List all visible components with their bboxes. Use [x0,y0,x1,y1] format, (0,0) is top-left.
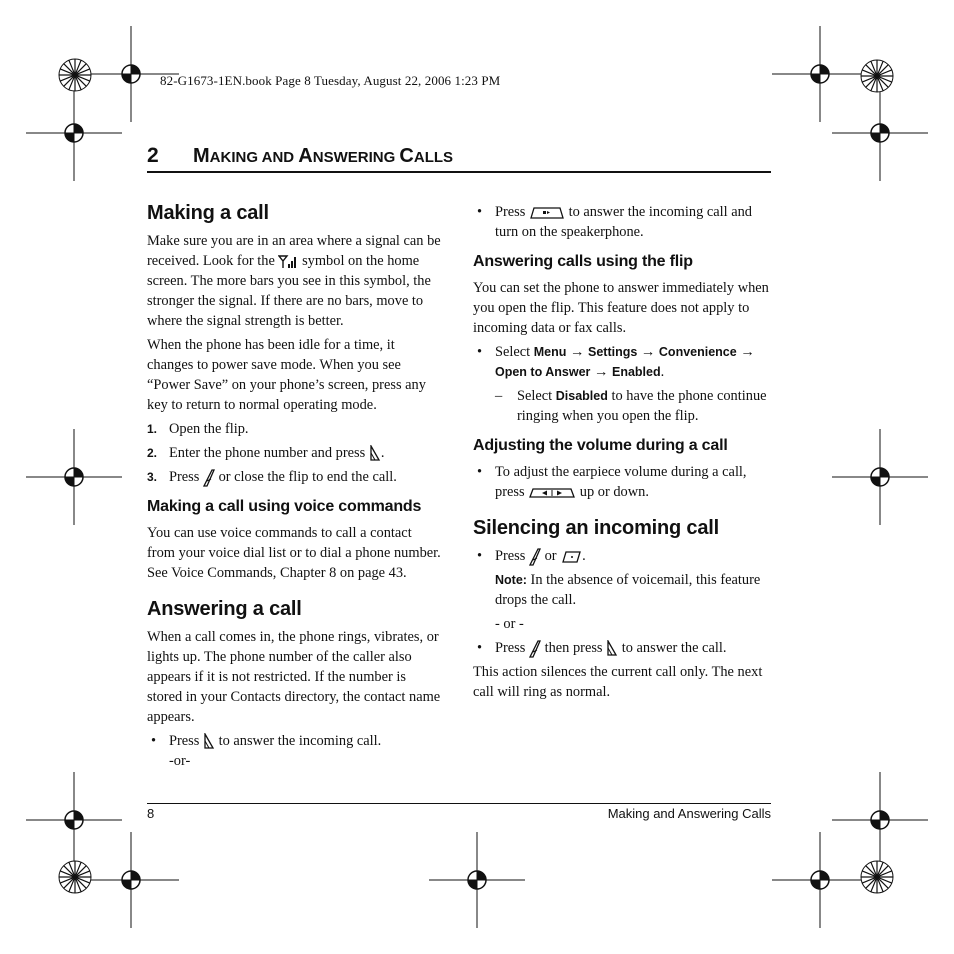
list-item: • Press then press to answer the call. [473,638,773,658]
speaker-list [473,202,773,242]
or-separator: - or - [495,616,524,632]
heading-answering-flip: Answering calls using the flip [473,253,693,270]
registration-mark [26,429,122,525]
end-key-icon [529,640,541,658]
registration-mark [832,772,928,868]
page-number: 8 [147,806,155,821]
registration-mark [832,85,928,181]
steps-list [147,419,443,487]
registration-mark [83,832,179,928]
color-bar-mark [861,60,893,92]
list-item: • Select Menu → Settings → Convenience → Open to Answer → Enabled. [473,342,773,382]
color-bar-mark [59,59,91,91]
registration-mark [832,429,928,525]
registration-mark [26,772,122,868]
talk-key-icon [203,733,215,750]
color-bar-mark [861,861,893,893]
list-item: • Press to answer the incoming call. -or- [147,731,443,771]
right-column [473,202,773,706]
list-item: • Press to answer the incoming call and turn on the speakerphone. [473,202,773,242]
side-key-icon [560,550,582,564]
end-key-icon [203,469,215,487]
heading-answering-a-call: Answering a call [147,598,302,620]
paragraph-flip: You can set the phone to answer immediately when you open the flip. This feature does not apply to incoming data or fax calls. [473,280,769,336]
talk-key-icon [606,640,618,657]
note: Note: In the absence of voicemail, this feature drops the call. [495,572,761,608]
registration-mark [772,832,868,928]
running-footer: Making and Answering Calls [607,806,771,821]
paragraph-signal: Make sure you are in an area where a signal can be received. Look for the symbol on the home screen. The more bars you see in this symbol, the stronger the signal. If there are no bars, move to where the signal strength is better. [147,233,441,329]
list-item: 1. Open the flip. [147,421,249,437]
heading-voice-commands: Making a call using voice commands [147,498,422,515]
heading-silencing: Silencing an incoming call [473,517,719,539]
left-column [147,201,443,775]
registration-mark [429,832,525,928]
volume-key-icon [528,487,576,499]
speakerphone-key-icon [529,206,565,220]
signal-strength-icon [278,255,298,269]
registration-mark [772,26,868,122]
heading-adjusting-volume: Adjusting the volume during a call [473,437,728,454]
paragraph-silence-note: This action silences the current call only. The next call will ring as normal. [473,664,763,700]
chapter-number: 2 [147,144,159,167]
list-item: 3. Press or close the flip to end the call. [147,469,397,485]
chapter-title: MAKING AND ANSWERING CALLS [193,145,454,167]
paragraph-answering: When a call comes in, the phone rings, vibrates, or lights up. The phone number of the caller also appears if it is not restricted. If the number is stored in your Contacts directory, the contact name appears. [147,629,441,725]
color-bar-mark [59,861,91,893]
volume-list [473,462,773,502]
heading-making-a-call: Making a call [147,202,269,224]
print-slug: 82-G1673-1EN.book Page 8 Tuesday, August 22, 2006 1:23 PM [160,73,501,88]
footer-rule [147,803,771,804]
silence-list [473,546,773,658]
talk-key-icon [369,445,381,462]
paragraph-power-save: When the phone has been idle for a time, it changes to power save mode. When you see “Power Save” on your phone’s screen, press any key to return to normal operating mode. [147,337,426,413]
registration-mark [26,85,122,181]
list-item: 2. Enter the phone number and press . [147,445,385,461]
answer-list [147,731,443,771]
or-separator: -or- [169,753,191,769]
chapter-heading [147,144,771,173]
list-item: • Press or . Note: In the absence of voicemail, this feature drops the call. - or - [473,546,773,634]
flip-list [473,342,773,382]
sub-item-disabled: – Select Disabled to have the phone continue ringing when you open the flip. [495,388,767,424]
list-item: • To adjust the earpiece volume during a call, press up or down. [473,462,773,502]
end-key-icon [529,548,541,566]
paragraph-voice: You can use voice commands to call a contact from your voice dial list or to dial a phone number. See Voice Commands, Chapter 8 on page 43. [147,525,441,581]
